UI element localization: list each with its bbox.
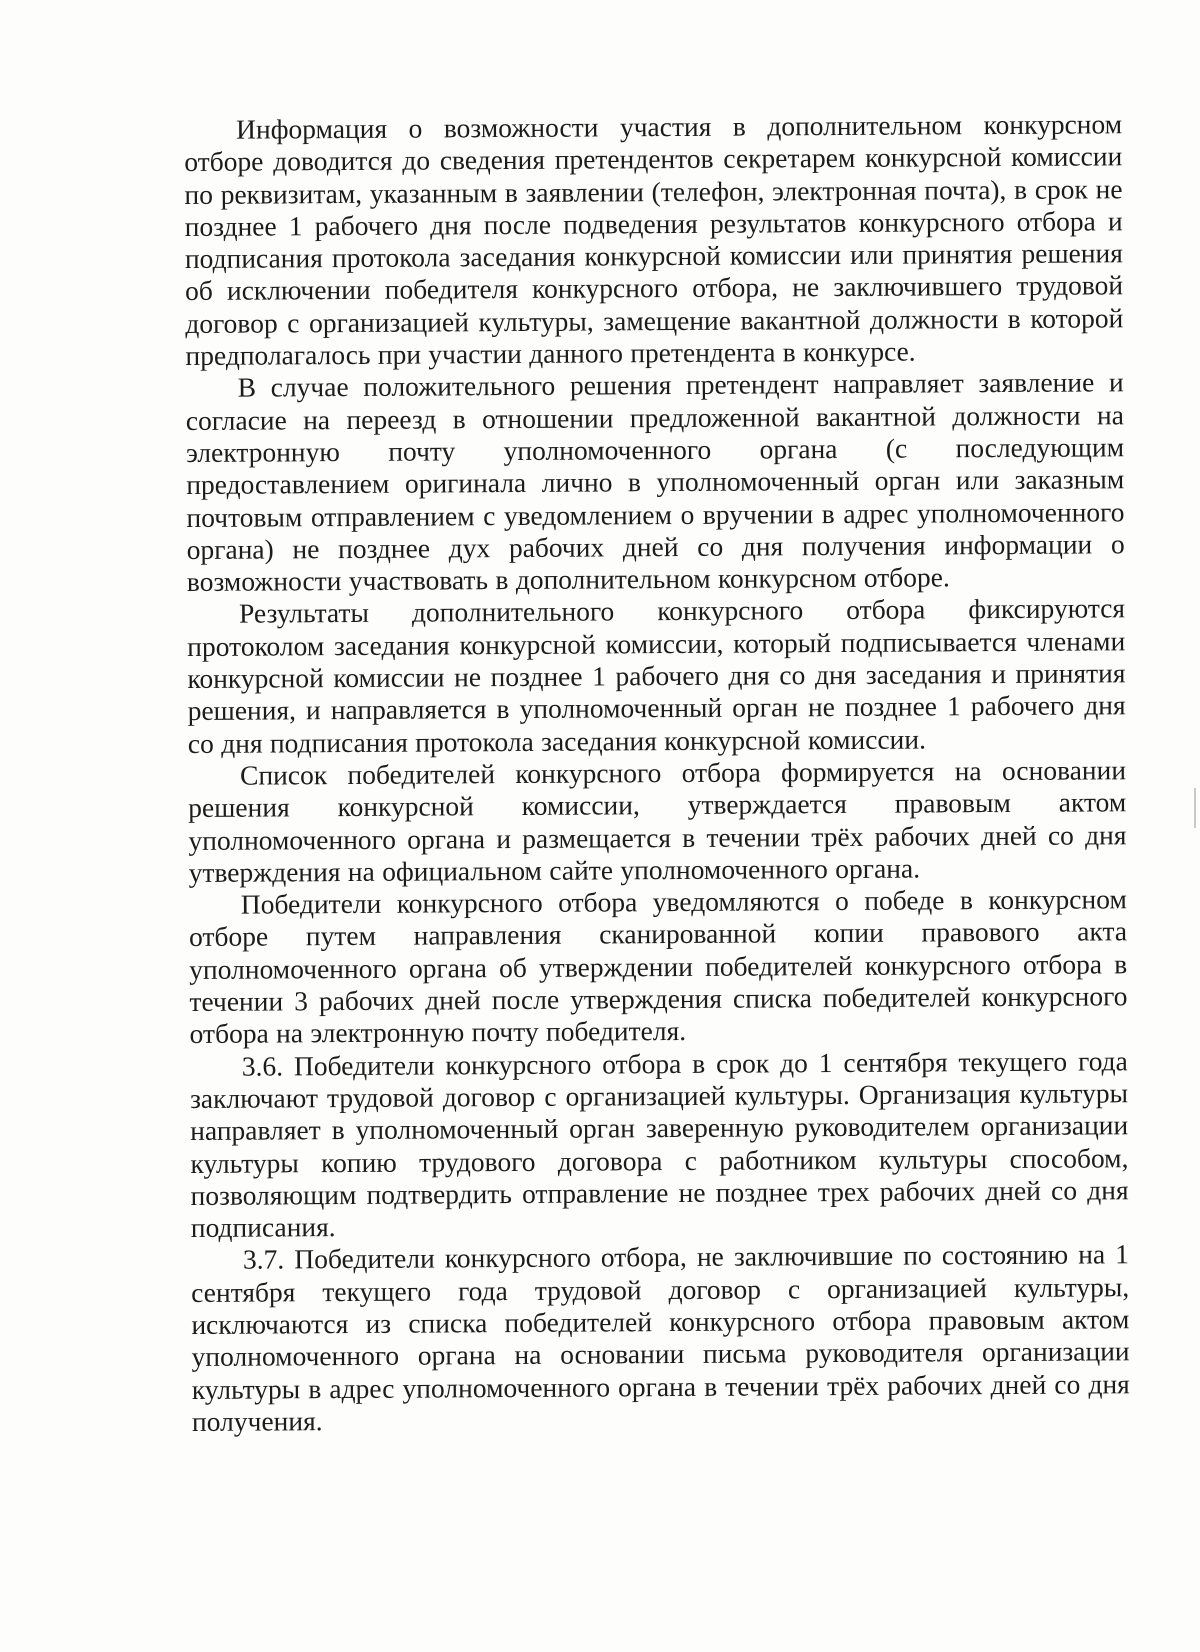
paragraph-results: Результаты дополнительного конкурсного отбора фиксируются протоколом заседания конкурсной комиссии, который подписывается членами конкурсной комиссии не позднее 1 рабочего дня со дня заседания и принятия решения, и направляется в уполномоченный орган не позднее 1 рабочего дня со дня подписания протокола заседания конкурсной комиссии. (187, 592, 1126, 759)
paragraph-winners-notification: Победители конкурсного отбора уведомляются о победе в конкурсном отборе путем направления сканированной копии правового акта уполномоченного органа об утверждении победителей конкурсного отбора в течении 3 рабочих дней после утверждения списка победителей конкурсного отбора на электронную почту победителя. (188, 883, 1128, 1050)
scan-edge-mark (1194, 788, 1196, 828)
paragraph-positive-decision: В случае положительного решения претендент направляет заявление и согласие на переезд в отношении предложенной вакантной должности на электронную почту уполномоченного органа (с последующим предоставлением оригинала лично в уполномоченный орган или заказным почтовым отправлением с уведомлением о вручении в адрес уполномоченного органа) не позднее дух рабочих дней со дня получения информации о возможности участвовать в дополнительном конкурсном отборе. (185, 366, 1125, 598)
paragraph-winners-list: Список победителей конкурсного отбора формируется на основании решения конкурсной комиссии, утверждается правовым актом уполномоченного органа и размещается в течении трёх рабочих дней со дня утверждения на официальном сайте уполномоченного органа. (188, 754, 1127, 888)
paragraph-section-3-6: 3.6. Победители конкурсного отбора в срок до 1 сентября текущего года заключают трудовой договор с организацией культуры. Организация культуры направляет в уполномоченный орган заверенную руководителем организации культуры копию трудового договора с работником культуры способом, позволяющим подтвердить отправление не позднее трех рабочих дней со дня подписания. (189, 1044, 1129, 1244)
paragraph-participation-info: Информация о возможности участия в дополнительном конкурсном отборе доводится до сведения претендентов секретарем конкурсной комиссии по реквизитам, указанным в заявлении (телефон, электронная почта), в срок не позднее 1 рабочего дня после подведения результатов конкурсного отбора и подписания протокола заседания конкурсной комиссии или принятия решения об исключении победителя конкурсного отбора, не заключившего трудовой договор с организацией культуры, замещение вакантной должности в которой предполагалось при участии данного претендента в конкурсе. (184, 108, 1124, 372)
paragraph-section-3-7: 3.7. Победители конкурсного отбора, не заключившие по состоянию на 1 сентября текущего года трудовой договор с организацией культуры, исключаются из списка победителей конкурсного отбора правовым актом уполномоченного органа на основании письма руководителя организации культуры в адрес уполномоченного органа в течении трёх рабочих дней со дня получения. (191, 1238, 1130, 1437)
document-body (184, 108, 1130, 1438)
